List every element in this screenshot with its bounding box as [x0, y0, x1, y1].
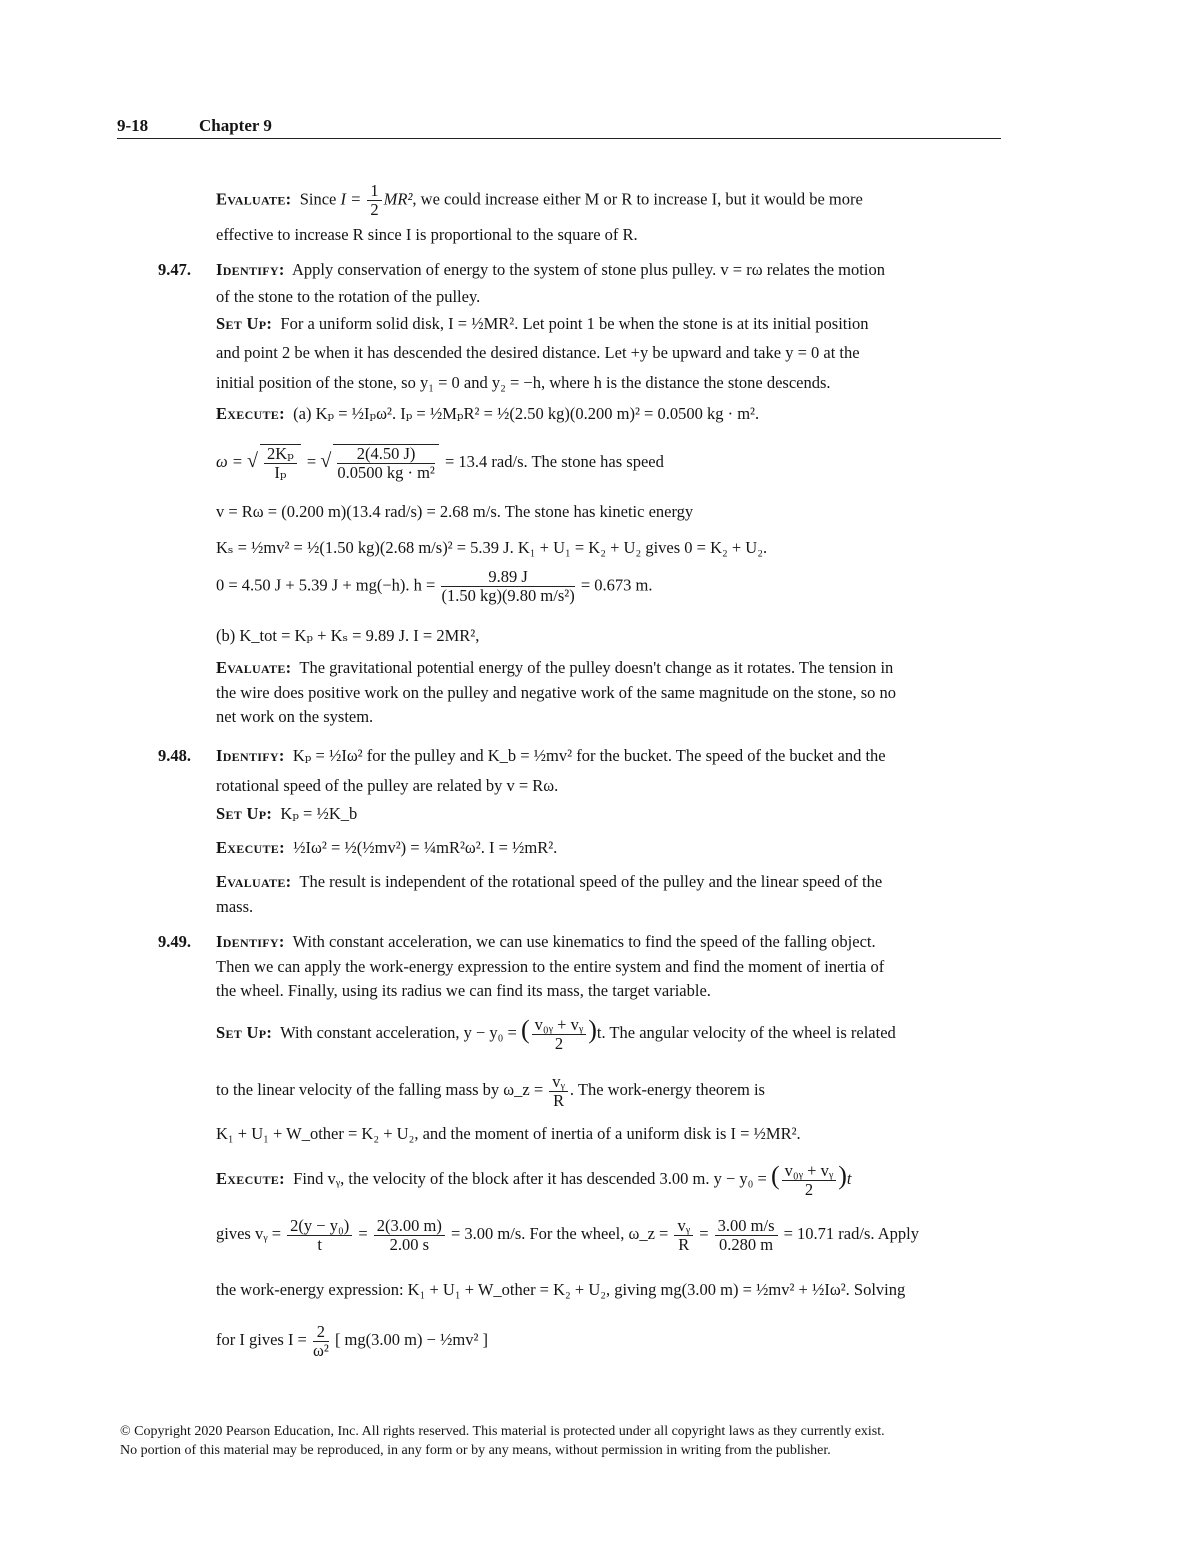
p49-setup-frac2-num: vᵧ [549, 1073, 568, 1092]
p47-omega-rhs: = 13.4 rad/s. The stone has speed [445, 451, 664, 471]
p46-formula-lhs: I = [340, 189, 362, 209]
p47-eval-text1: The gravitational potential energy of the pulley doesn't change as it rotates. The tension in [299, 658, 894, 677]
evaluate-label: Evaluate: [216, 872, 292, 891]
p47-omega-frac2 [333, 444, 439, 482]
page-number: 9-18 [117, 116, 149, 135]
p49-identify-line1 [216, 932, 876, 952]
p49-exec-text2c: = 10.71 rad/s. Apply [783, 1224, 919, 1243]
p48-evaluate-line2: mass. [216, 897, 254, 916]
p47-omega-frac1 [260, 444, 301, 482]
execute-label: Execute: [216, 404, 285, 423]
p46-eval-text-b: , we could increase either M or R to increase I, but it would be more [412, 189, 863, 209]
p48-setup [216, 804, 357, 824]
evaluate-label: Evaluate: [216, 658, 292, 677]
page-header [117, 116, 1001, 139]
p49-exec-frac2b [374, 1217, 445, 1254]
p46-frac-num: 1 [367, 182, 381, 201]
problem-number-9-47: 9.47. [158, 260, 191, 279]
setup-label: Set Up: [216, 314, 273, 333]
p49-setup-text1a: With constant acceleration, y − y₀ = [280, 1023, 517, 1042]
p49-exec-frac2d [715, 1217, 778, 1254]
p48-eval-text1: The result is independent of the rotational speed of the pulley and the linear speed of the [299, 872, 883, 891]
p49-exec-f2-den: 2.00 s [389, 1234, 430, 1254]
p47-h-num: 9.89 J [441, 568, 574, 587]
p47-kinetic-energy: Kₛ = ½mv² = ½(1.50 kg)(2.68 m/s)² = 5.39 J. K₁ + U₁ = K₂ + U₂ gives 0 = K₂ + U₂. [216, 538, 768, 557]
p46-formula-rest: MR² [383, 189, 413, 209]
p49-exec-frac1 [782, 1162, 837, 1199]
p47-omega-den1: Iₚ [274, 463, 287, 482]
p48-evaluate-line1 [216, 872, 882, 892]
p49-exec-text4b: [ mg(3.00 m) − ½mv² ] [334, 1330, 489, 1349]
p47-h-den: (1.50 kg)(9.80 m/s²) [441, 586, 575, 605]
p48-identify-line2: rotational speed of the pulley are related by v = Rω. [216, 776, 559, 795]
p47-omega-equation: ω = √ $\frac{\text{2Kₚ}}{\text{Iₚ}}$ = √ $\frac{2(4.50 J)}{\text{0.0500 kg · m²}}$ = 13.4 rad/s. The stone has speed [216, 444, 664, 482]
p49-setup-frac2-den: R [553, 1090, 565, 1110]
p47-h-fraction [441, 568, 574, 605]
p49-exec-frac1-num: v₀ᵧ + vᵧ [782, 1162, 837, 1181]
p49-exec-f3-num: vᵧ [674, 1217, 693, 1236]
problem-number-9-49: 9.49. [158, 932, 191, 951]
p49-exec-text4a: for I gives I = [216, 1330, 307, 1349]
p47-evaluate-line3: net work on the system. [216, 707, 374, 726]
p49-exec-f1-num: 2(y − y₀) [287, 1217, 352, 1236]
p49-exec-f4-den: 0.280 m [719, 1234, 774, 1254]
p49-execute-line1: Execute: Find vᵧ, the velocity of the block after it has descended 3.00 m. y − y₀ = ( $\frac{\text{v₀ᵧ + vᵧ}}{2}$ )t [216, 1160, 852, 1199]
p49-setup-frac2 [549, 1073, 568, 1110]
p47-execute-a [216, 404, 759, 424]
copyright-line1: © Copyright 2020 Pearson Education, Inc. All rights reserved. This material is protected under all copyright laws as they currently exist. [120, 1424, 885, 1439]
p48-setup-text: Kₚ = ½K_b [280, 804, 358, 823]
problem-number-9-48: 9.48. [158, 746, 191, 765]
p49-exec-text2a: gives vᵧ = [216, 1224, 282, 1243]
p47-evaluate-line1 [216, 658, 893, 678]
p47-h-equation [216, 568, 652, 605]
p49-exec-frac4-den: ω² [313, 1340, 329, 1360]
p48-identify-line1 [216, 746, 886, 766]
chapter-title: Chapter 9 [199, 116, 272, 135]
p49-setup-text2b: . The work-energy theorem is [569, 1080, 765, 1099]
p49-exec-f3-den: R [678, 1234, 690, 1254]
execute-label: Execute: [216, 838, 285, 857]
p46-eval-text-a: Since [299, 189, 341, 209]
p49-setup-frac1-den: 2 [554, 1033, 564, 1053]
p47-h-lhs: 0 = 4.50 J + 5.39 J + mg(−h). h = [216, 575, 436, 595]
p49-exec-text1a: Find vᵧ, the velocity of the block after it has descended 3.00 m. y − y₀ = [293, 1169, 767, 1188]
p47-identify-text1: Apply conservation of energy to the system of stone plus pulley. v = rω relates the motion [291, 260, 885, 279]
p47-execute-b: (b) K_tot = Kₚ + Kₛ = 9.89 J. I = 2MR², [216, 626, 480, 645]
p47-omega-lhs: ω = [216, 451, 243, 471]
identify-label: Identify: [216, 746, 285, 765]
p47-identify-line2: of the stone to the rotation of the pulley. [216, 287, 481, 306]
p47-setup-line3: initial position of the stone, so y₁ = 0 and y₂ = −h, where h is the distance the stone descends. [216, 373, 831, 392]
p49-execute-line3: the work-energy expression: K₁ + U₁ + W_other = K₂ + U₂, giving mg(3.00 m) = ½mv² + ½Iω². Solving [216, 1280, 906, 1299]
p49-exec-frac2a [287, 1217, 352, 1254]
p47-setup-line2: and point 2 be when it has descended the desired distance. Let +y be upward and take y = 0 at the [216, 343, 860, 362]
p49-exec-frac4-num: 2 [313, 1323, 329, 1342]
p49-exec-frac4 [313, 1323, 329, 1360]
p49-execute-line4 [216, 1322, 488, 1360]
p46-evaluate-line1 [216, 182, 863, 219]
p49-identify-text1: With constant acceleration, we can use kinematics to find the speed of the falling object. [292, 932, 876, 951]
p48-execute [216, 838, 557, 858]
p47-speed: v = Rω = (0.200 m)(13.4 rad/s) = 2.68 m/s. The stone has kinetic energy [216, 502, 694, 521]
p48-identify-text1: Kₚ = ½Iω² for the pulley and K_b = ½mv² for the bucket. The speed of the bucket and the [292, 746, 886, 765]
identify-label: Identify: [216, 260, 285, 279]
p49-setup-text2a: to the linear velocity of the falling mass by ω_z = [216, 1080, 544, 1099]
setup-label: Set Up: [216, 1023, 273, 1042]
p49-setup-line3: K₁ + U₁ + W_other = K₂ + U₂, and the moment of inertia of a uniform disk is I = ½MR². [216, 1124, 801, 1143]
p47-h-rhs: = 0.673 m. [580, 575, 653, 595]
setup-label: Set Up: [216, 804, 273, 823]
copyright-line2: No portion of this material may be reproduced, in any form or by any means, without permission in writing from the publisher. [120, 1443, 831, 1458]
p48-execute-text: ½Iω² = ½(½mv²) = ¼mR²ω². I = ½mR². [293, 838, 558, 857]
p49-exec-frac2c [674, 1217, 693, 1254]
p47-setup-line1 [216, 314, 868, 334]
p47-setup-text1: For a uniform solid disk, I = ½MR². Let point 1 be when the stone is at its initial position [280, 314, 869, 333]
p46-evaluate-line2: effective to increase R since I is proportional to the square of R. [216, 225, 638, 244]
p49-exec-f2-num: 2(3.00 m) [374, 1217, 445, 1236]
p47-exec-a-text: (a) Kₚ = ½Iₚω². Iₚ = ½MₚR² = ½(2.50 kg)(0.200 m)² = 0.0500 kg · m². [293, 404, 760, 423]
p49-execute-line2: gives vᵧ = $\frac{\text{2(y − y₀)}}{t}$ = $\frac{2(3.00 m)}{2.00 s}$ = 3.00 m/s. For the wheel, ω_z = $\frac{\text{vᵧ}}{R}$ = $\frac{3.00 m/s}{0.280 m}$ = 10.71 rad/s. Apply [216, 1215, 919, 1254]
p49-exec-f4-num: 3.00 m/s [715, 1217, 778, 1236]
p49-identify-line2: Then we can apply the work-energy expression to the entire system and find the moment of inertia of [216, 957, 885, 976]
p49-exec-text1b: t [846, 1169, 852, 1188]
evaluate-label: Evaluate: [216, 189, 292, 209]
p49-exec-f1-den: t [317, 1234, 322, 1254]
p47-omega-num2: 2(4.50 J) [337, 445, 435, 464]
p49-exec-frac1-den: 2 [804, 1179, 814, 1199]
p47-evaluate-line2: the wire does positive work on the pulley and negative work of the same magnitude on the stone, so no [216, 683, 897, 702]
execute-label: Execute: [216, 1169, 285, 1188]
p49-identify-line3: the wheel. Finally, using its radius we can find its mass, the target variable. [216, 981, 711, 1000]
p49-setup-frac1-num: v₀ᵧ + vᵧ [532, 1016, 587, 1035]
p49-setup-frac1 [532, 1016, 587, 1053]
p49-setup-line2 [216, 1072, 765, 1110]
p47-identify-line1 [216, 260, 885, 280]
identify-label: Identify: [216, 932, 285, 951]
p49-setup-text1b: t. The angular velocity of the wheel is related [596, 1023, 896, 1042]
p46-frac-den: 2 [370, 200, 379, 219]
p47-omega-num1: 2Kₚ [264, 445, 297, 464]
p47-omega-den2: 0.0500 kg · m² [337, 463, 435, 482]
p49-exec-text2b: = 3.00 m/s. For the wheel, ω_z = [450, 1224, 669, 1243]
p46-fraction [367, 182, 381, 219]
p49-setup-line1: Set Up: With constant acceleration, y − y₀ = ( $\frac{\text{v₀ᵧ + vᵧ}}{2}$ )t. The angular velocity of the wheel is related [216, 1014, 896, 1053]
